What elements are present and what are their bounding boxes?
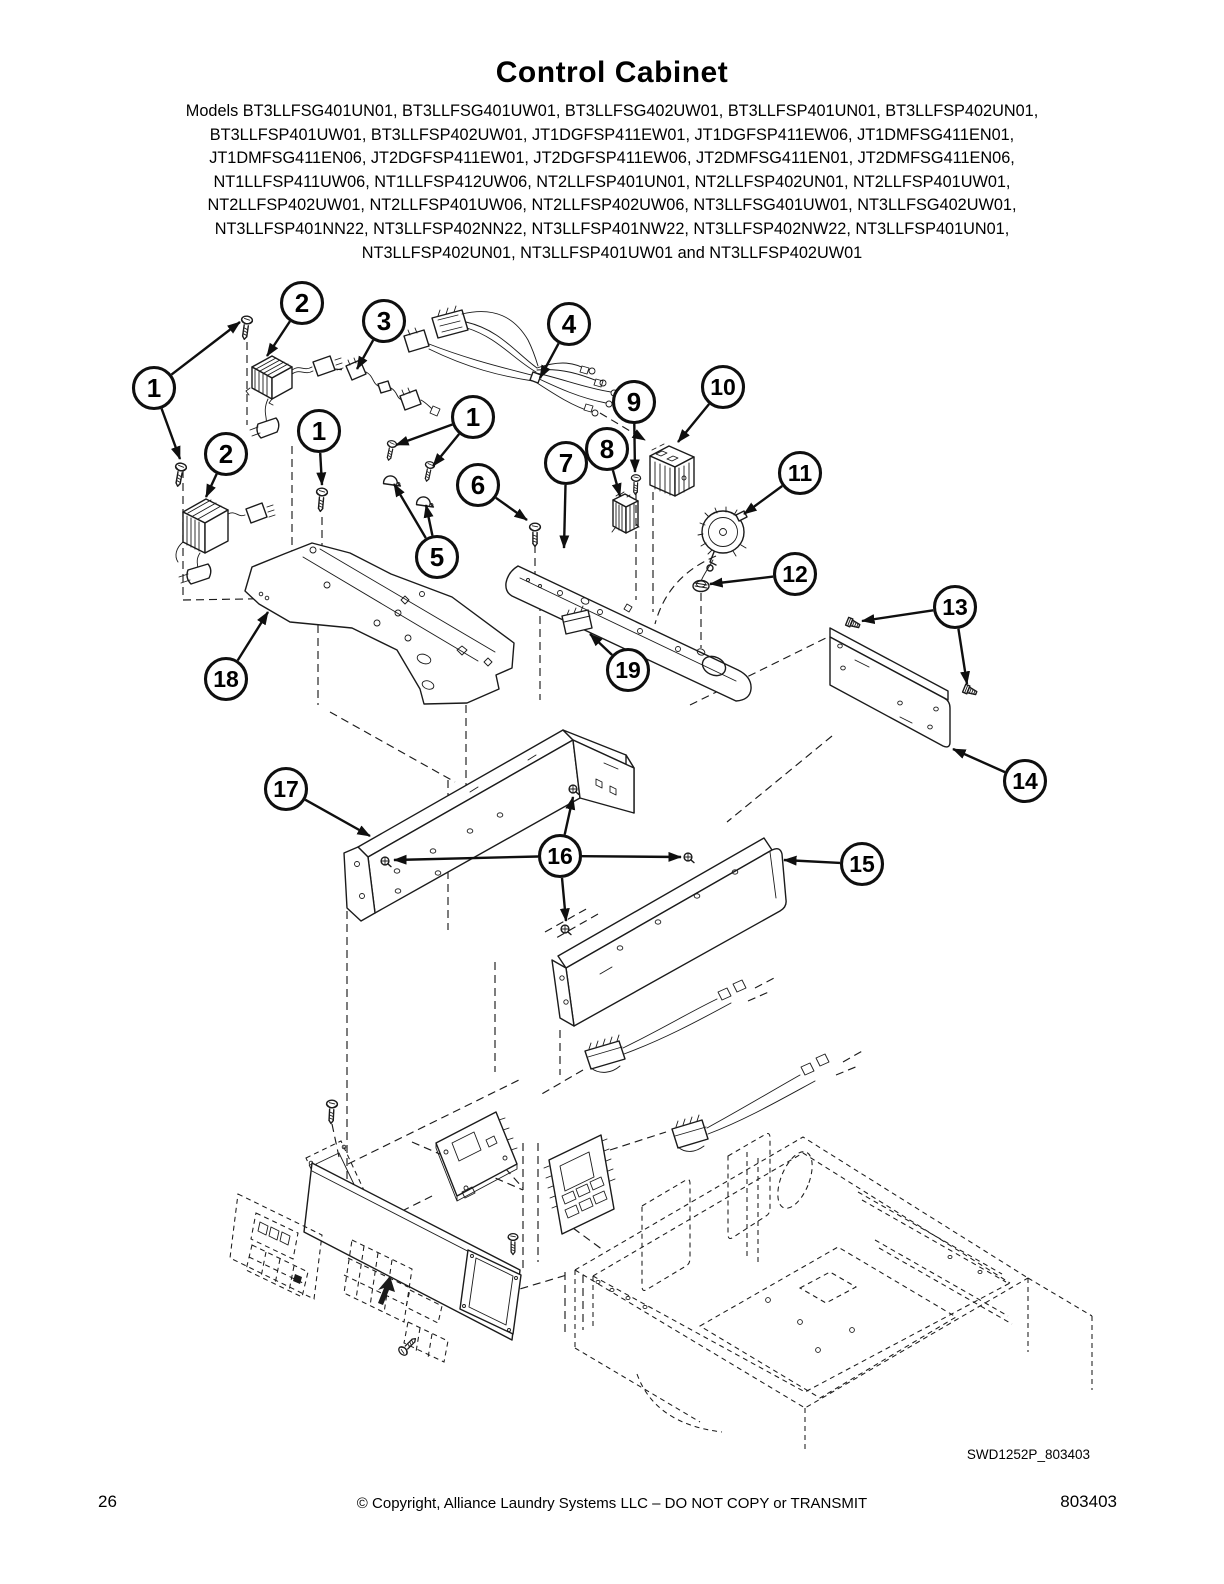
part-terminal-bracket [830,617,978,747]
callout-arrow [357,340,373,369]
figure-code: SWD1252P_803403 [966,1447,1090,1462]
callout-number: 2 [294,288,310,318]
bolt-icon [963,684,978,697]
callout-number: 6 [470,470,486,500]
callout-number: 17 [273,776,299,802]
document-number: 803403 [1060,1492,1117,1511]
model-line: Models BT3LLFSG401UN01, BT3LLFSG401UW01, BT3LLFSG402UW01, BT3LLFSP401UN01, BT3LLFSP402UN01, [185,102,1039,120]
callout-number: 8 [599,434,615,464]
panel-graphic-arrow [378,1276,395,1305]
model-line: BT3LLFSP401UW01, BT3LLFSP402UW01, JT1DGFSP411EW01, JT1DGFSP411EW06, JT1DMFSG411EN01, [209,125,1015,144]
guide-lines-over [636,492,716,648]
part-bracket-upper [344,730,634,921]
model-line: NT2LLFSP402UW01, NT2LLFSP401UW06, NT2LLFSP402UW06, NT3LLFSG401UW01, NT3LLFSG402UW01, [207,196,1017,215]
screw-icon [684,853,694,863]
screw-icon [631,475,641,495]
callout-arrow [238,612,268,660]
callout-number: 12 [782,561,808,587]
callout-arrow [953,749,1005,772]
callout-arrow [564,485,566,548]
screw-icon [315,488,328,512]
part-hole-plug [693,581,709,592]
callout-number: 5 [429,542,445,572]
callout-number: 1 [311,416,327,446]
callout-arrow [172,322,241,375]
callout-arrow [634,424,635,472]
guide-lines [183,342,864,1332]
model-line: JT1DMFSG411EN06, JT2DGFSP411EW01, JT2DGFSP411EW06, JT2DMFSG411EN01, JT2DMFSG411EN06, [209,149,1015,168]
callout-arrow [162,409,180,459]
screw-icon [384,440,397,461]
callout-arrow [582,856,681,857]
callout-arrow [426,505,432,536]
copyright-line: © Copyright, Alliance Laundry Systems LLC – DO NOT COPY or TRANSMIT [356,1495,868,1512]
model-line: NT1LLFSP411UW06, NT1LLFSP412UW06, NT2LLFSP401UN01, NT2LLFSP402UN01, NT2LLFSP401UW01, [213,172,1011,191]
callout-arrow [206,474,217,497]
callout-number: 19 [615,657,641,683]
bolt-icon [846,617,861,630]
callout-arrow [496,498,527,520]
callout-number: 1 [465,402,481,432]
callout-number: 11 [787,460,813,486]
screw-icon [508,1234,518,1255]
screw-icon [326,1100,338,1124]
callout-arrow [433,434,459,466]
callout-number: 15 [849,851,875,877]
callout-number: 10 [710,374,736,400]
callout-number: 3 [376,306,392,336]
callout-arrow [562,878,566,921]
callout-arrow [396,425,452,446]
part-control-panel-base [245,543,514,704]
callout-number: 13 [942,594,968,620]
part-relay [612,492,639,533]
callout-arrow [305,800,370,836]
callout-arrow [678,404,709,442]
screw-icon [239,315,253,340]
part-harness-b [672,1054,829,1151]
callout-number: 14 [1012,768,1038,794]
callout-number: 9 [626,387,642,417]
part-pressure-switch [698,507,747,590]
callout-arrow [540,343,559,378]
part-bracket-lower [552,838,786,1026]
screw-icon [561,925,571,935]
callout-number: 4 [561,309,577,339]
cabinet-outline [575,1134,1092,1453]
callout-arrow [710,577,773,584]
callout-arrow [394,484,426,538]
callout-arrow [862,610,933,621]
part-control-board [436,1112,517,1201]
callout-arrow [958,629,967,684]
page-title: Control Cabinet [495,56,729,89]
callout-arrow [320,453,322,485]
callout-arrow [267,321,290,356]
screw-icon [172,462,187,487]
callout-number: 1 [146,373,162,403]
clamp-icon [383,475,401,486]
callout-number: 7 [558,448,574,478]
part-contactor [650,444,694,496]
callout-arrow [784,860,840,863]
page-number: 26 [98,1492,117,1511]
callout-arrow [613,470,620,496]
screw-icon [530,523,541,546]
model-line: NT3LLFSP402UN01, NT3LLFSP401UW01 and NT3LLFSP402UW01 [361,243,863,262]
callout-arrow [744,486,782,514]
part-display-frame [460,1250,521,1334]
part-keypad-module [544,1135,615,1234]
callout-number: 16 [547,843,573,869]
model-line: NT3LLFSP401NN22, NT3LLFSP402NN22, NT3LLFSP401NW22, NT3LLFSP402NW22, NT3LLFSP401UN01, [214,219,1010,238]
screw-icon [397,1335,419,1357]
part-harness-jumper [346,358,440,416]
callout-number: 2 [218,439,234,469]
callout-number: 18 [213,666,239,692]
